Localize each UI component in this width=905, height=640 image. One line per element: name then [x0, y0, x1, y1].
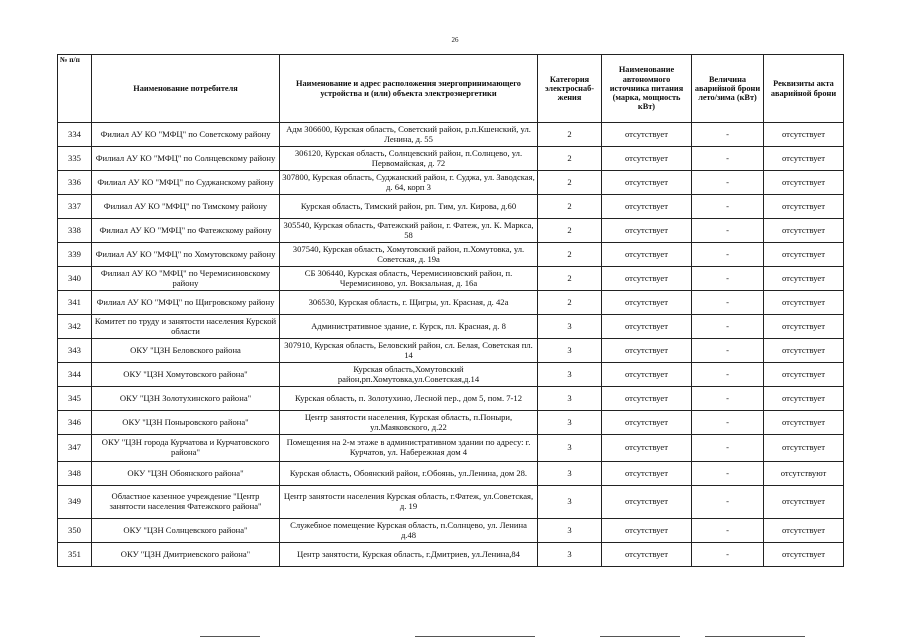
cell-address: Административное здание, г. Курск, пл. Красная, д. 8	[280, 315, 538, 339]
cell-source: отсутствует	[602, 267, 692, 291]
cell-num: 339	[58, 243, 92, 267]
cell-category: 2	[538, 195, 602, 219]
header-address: Наименование и адрес расположения энергопринимающего устройства и (или) объекта электроэнергетики	[280, 55, 538, 123]
cell-num: 345	[58, 387, 92, 411]
cell-source: отсутствует	[602, 195, 692, 219]
cell-consumer: Филиал АУ КО "МФЦ" по Щигровскому району	[92, 291, 280, 315]
cell-consumer: Филиал АУ КО "МФЦ" по Фатежскому району	[92, 219, 280, 243]
header-reserve: Величина аварийной брони лето/зима (кВт)	[692, 55, 764, 123]
cell-num: 336	[58, 171, 92, 195]
cell-consumer: ОКУ "ЦЗН Хомутовского района"	[92, 363, 280, 387]
table-header-row	[58, 55, 844, 123]
cell-category: 3	[538, 462, 602, 486]
table-row	[58, 171, 844, 195]
cell-category: 3	[538, 411, 602, 435]
cell-source: отсутствует	[602, 363, 692, 387]
cell-act: отсутствует	[764, 363, 844, 387]
cell-source: отсутствует	[602, 219, 692, 243]
cell-reserve: -	[692, 267, 764, 291]
cell-consumer: ОКУ "ЦЗН Поныровского района"	[92, 411, 280, 435]
cell-address: Центр занятости, Курская область, г.Дмитриев, ул.Ленина,84	[280, 543, 538, 567]
cell-address: Курская область, Обоянский район, г.Обоянь, ул.Ленина, дом 28.	[280, 462, 538, 486]
cell-source: отсутствует	[602, 339, 692, 363]
cell-address: 307800, Курская область, Суджанский район, г. Суджа, ул. Заводская, д. 64, корп 3	[280, 171, 538, 195]
table-row	[58, 315, 844, 339]
header-num: № п/п	[58, 55, 92, 123]
cell-source: отсутствует	[602, 291, 692, 315]
cell-reserve: -	[692, 543, 764, 567]
cell-category: 2	[538, 147, 602, 171]
table-row	[58, 363, 844, 387]
cell-category: 2	[538, 171, 602, 195]
cell-act: отсутствует	[764, 411, 844, 435]
header-act: Реквизиты акта аварийной брони	[764, 55, 844, 123]
cell-num: 344	[58, 363, 92, 387]
cell-act: отсутствует	[764, 147, 844, 171]
cell-consumer: ОКУ "ЦЗН Солнцевского района"	[92, 519, 280, 543]
table-row	[58, 195, 844, 219]
cell-consumer: Областное казенное учреждение "Центр занятости населения Фатежского района"	[92, 486, 280, 519]
cell-category: 2	[538, 291, 602, 315]
table-row	[58, 411, 844, 435]
cell-address: 306530, Курская область, г. Щигры, ул. Красная, д. 42а	[280, 291, 538, 315]
cell-consumer: ОКУ "ЦЗН Золотухинского района"	[92, 387, 280, 411]
cell-category: 3	[538, 387, 602, 411]
cell-address: Адм 306600, Курская область, Советский район, р.п.Кшенский, ул. Ленина, д. 55	[280, 123, 538, 147]
table-row	[58, 267, 844, 291]
cell-reserve: -	[692, 462, 764, 486]
table-body	[58, 123, 844, 567]
cell-act: отсутствует	[764, 339, 844, 363]
cell-address: СБ 306440, Курская область, Черемисиновский район, п. Черемисиново, ул. Вокзальная, д. 16а	[280, 267, 538, 291]
cell-category: 2	[538, 219, 602, 243]
cell-source: отсутствует	[602, 435, 692, 462]
cell-reserve: -	[692, 219, 764, 243]
cell-source: отсутствует	[602, 243, 692, 267]
cell-address: Курская область, п. Золотухино, Лесной пер., дом 5, пом. 7-12	[280, 387, 538, 411]
cell-category: 2	[538, 243, 602, 267]
cell-num: 338	[58, 219, 92, 243]
cell-category: 3	[538, 486, 602, 519]
cell-reserve: -	[692, 195, 764, 219]
cell-consumer: Филиал АУ КО "МФЦ" по Суджанскому району	[92, 171, 280, 195]
cell-reserve: -	[692, 291, 764, 315]
cell-source: отсутствует	[602, 462, 692, 486]
cell-num: 346	[58, 411, 92, 435]
cell-consumer: Филиал АУ КО "МФЦ" по Солнцевскому району	[92, 147, 280, 171]
cell-act: отсутствует	[764, 123, 844, 147]
cell-act: отсутствует	[764, 543, 844, 567]
cell-source: отсутствует	[602, 519, 692, 543]
cell-address: Центр занятости населения, Курская область, п.Поныри, ул.Маяковского, д.22	[280, 411, 538, 435]
cell-num: 334	[58, 123, 92, 147]
header-source: Наименование автономного источника питания (марка, мощность кВт)	[602, 55, 692, 123]
cell-act: отсутствует	[764, 519, 844, 543]
cell-consumer: ОКУ "ЦЗН Обоянского района"	[92, 462, 280, 486]
cell-act: отсутствует	[764, 267, 844, 291]
cell-num: 335	[58, 147, 92, 171]
cell-category: 3	[538, 315, 602, 339]
cell-source: отсутствует	[602, 315, 692, 339]
cell-category: 2	[538, 267, 602, 291]
cell-source: отсутствует	[602, 123, 692, 147]
page-edge-marks	[0, 628, 905, 640]
cell-act: отсутствует	[764, 315, 844, 339]
cell-source: отсутствует	[602, 411, 692, 435]
table-row	[58, 387, 844, 411]
cell-num: 340	[58, 267, 92, 291]
cell-address: Помещения на 2-м этаже в административном здании по адресу: г. Курчатов, ул. Набережная дом 4	[280, 435, 538, 462]
cell-num: 341	[58, 291, 92, 315]
cell-num: 349	[58, 486, 92, 519]
cell-act: отсутствует	[764, 195, 844, 219]
table-row	[58, 123, 844, 147]
cell-consumer: ОКУ "ЦЗН города Курчатова и Курчатовского района"	[92, 435, 280, 462]
cell-consumer: Филиал АУ КО "МФЦ" по Тимскому району	[92, 195, 280, 219]
table-row	[58, 291, 844, 315]
table-row	[58, 435, 844, 462]
table-row	[58, 486, 844, 519]
cell-reserve: -	[692, 387, 764, 411]
cell-reserve: -	[692, 243, 764, 267]
cell-reserve: -	[692, 171, 764, 195]
cell-address: Курская область,Хомутовский район,рп.Хомутовка,ул.Советская,д.14	[280, 363, 538, 387]
cell-category: 3	[538, 339, 602, 363]
cell-category: 2	[538, 123, 602, 147]
cell-category: 3	[538, 363, 602, 387]
cell-reserve: -	[692, 363, 764, 387]
cell-reserve: -	[692, 339, 764, 363]
cell-consumer: ОКУ "ЦЗН Дмитриевского района"	[92, 543, 280, 567]
cell-act: отсутствует	[764, 219, 844, 243]
cell-address: Служебное помещение Курская область, п.Солнцево, ул. Ленина д.48	[280, 519, 538, 543]
cell-source: отсутствует	[602, 171, 692, 195]
table-row	[58, 147, 844, 171]
cell-act: отсутствует	[764, 243, 844, 267]
table-row	[58, 339, 844, 363]
cell-address: 307540, Курская область, Хомутовский район, п.Хомутовка, ул. Советская, д. 19а	[280, 243, 538, 267]
cell-source: отсутствует	[602, 543, 692, 567]
header-consumer: Наименование потребителя	[92, 55, 280, 123]
table-row	[58, 243, 844, 267]
cell-reserve: -	[692, 315, 764, 339]
cell-category: 3	[538, 543, 602, 567]
cell-consumer: ОКУ "ЦЗН Беловского района	[92, 339, 280, 363]
cell-num: 337	[58, 195, 92, 219]
cell-address: 307910, Курская область, Беловский район, сл. Белая, Советская пл. 14	[280, 339, 538, 363]
cell-reserve: -	[692, 411, 764, 435]
cell-reserve: -	[692, 123, 764, 147]
cell-address: 306120, Курская область, Солнцевский район, п.Солнцево, ул. Первомайская, д. 72	[280, 147, 538, 171]
cell-address: Курская область, Тимский район, рп. Тим, ул. Кирова, д.60	[280, 195, 538, 219]
cell-consumer: Филиал АУ КО "МФЦ" по Советскому району	[92, 123, 280, 147]
cell-source: отсутствует	[602, 486, 692, 519]
reserve-table	[57, 54, 844, 567]
cell-act: отсутствует	[764, 435, 844, 462]
cell-address: Центр занятости населения Курская область, г.Фатеж, ул.Советская, д. 19	[280, 486, 538, 519]
cell-act: отсутствует	[764, 486, 844, 519]
cell-consumer: Филиал АУ КО "МФЦ" по Черемисиновскому району	[92, 267, 280, 291]
table-row	[58, 519, 844, 543]
table-row	[58, 219, 844, 243]
cell-category: 3	[538, 519, 602, 543]
cell-reserve: -	[692, 435, 764, 462]
cell-source: отсутствует	[602, 387, 692, 411]
cell-reserve: -	[692, 147, 764, 171]
cell-reserve: -	[692, 519, 764, 543]
cell-num: 350	[58, 519, 92, 543]
cell-num: 348	[58, 462, 92, 486]
table-row	[58, 462, 844, 486]
cell-act: отсутствуют	[764, 462, 844, 486]
table-row	[58, 543, 844, 567]
cell-address: 305540, Курская область, Фатежский район, г. Фатеж, ул. К. Маркса, 58	[280, 219, 538, 243]
cell-num: 343	[58, 339, 92, 363]
cell-num: 351	[58, 543, 92, 567]
cell-num: 347	[58, 435, 92, 462]
cell-source: отсутствует	[602, 147, 692, 171]
cell-reserve: -	[692, 486, 764, 519]
cell-act: отсутствует	[764, 171, 844, 195]
cell-act: отсутствует	[764, 291, 844, 315]
page-number: 26	[451, 36, 459, 44]
cell-consumer: Комитет по труду и занятости населения Курской области	[92, 315, 280, 339]
header-category: Категория электроснаб-жения	[538, 55, 602, 123]
cell-num: 342	[58, 315, 92, 339]
cell-act: отсутствует	[764, 387, 844, 411]
cell-consumer: Филиал АУ КО "МФЦ" по Хомутовскому району	[92, 243, 280, 267]
cell-category: 3	[538, 435, 602, 462]
